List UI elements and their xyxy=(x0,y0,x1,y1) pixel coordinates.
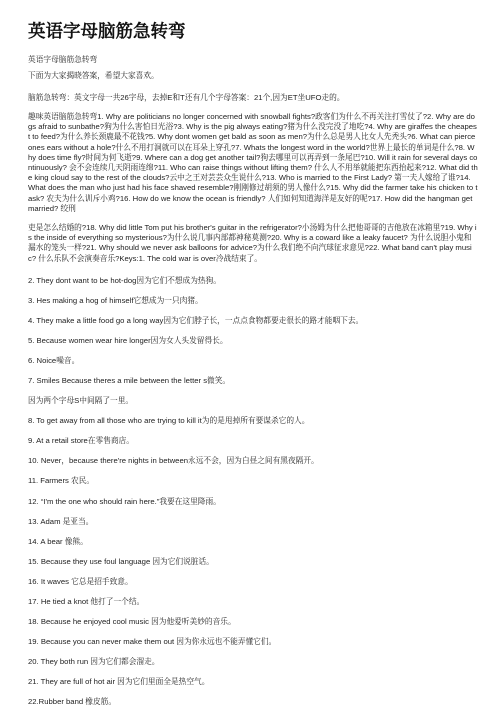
answer-item: 19. Because you can never make them out 因为你永远也不能弄懂它们。 xyxy=(28,636,277,646)
answer-item: 16. It waves 它总是招手致意。 xyxy=(28,576,133,586)
document-subtitle: 英语字母脑筋急转弯 xyxy=(28,55,98,64)
intro-text: 下面为大家揭晓答案，希望大家喜欢。 xyxy=(28,71,159,80)
page-title: 英语字母脑筋急转弯 xyxy=(28,21,186,41)
answer-item: 14. A bear 像熊。 xyxy=(28,536,88,546)
answer-item: 9. At a retail store在零售商店。 xyxy=(28,436,134,446)
riddle-text: 脑筋急转弯：英文字母一共26字母，去掉E和T还有几个字母答案：21个,因为ET坐UFO走的。 xyxy=(28,93,345,102)
answer-item: 7. Smiles Because theres a mile between the letter s微笑。 xyxy=(28,376,231,386)
answers-list xyxy=(28,271,478,712)
answer-item: 15. Because they use foul language 因为它们说脏话。 xyxy=(28,556,214,566)
answer-item: 11. Farmers 农民。 xyxy=(28,476,95,486)
answer-item: 17. He tied a knot 他打了一个结。 xyxy=(28,596,145,606)
answer-item: 10. Never，because there're nights in between永远不会，因为白昼之间有黑夜隔开。 xyxy=(28,456,319,466)
answer-item: 20. They both run 因为它们都会溜走。 xyxy=(28,656,160,666)
answer-item: 5. Because women wear hire longer因为女人头发留得长。 xyxy=(28,336,228,346)
answer-item: 3. Hes making a hog of himself它想成为一只肉猪。 xyxy=(28,296,203,306)
answer-item: 13. Adam 是亚当。 xyxy=(28,516,94,526)
questions-paragraph-2: 吏是怎么结婚的?18. Why did little Tom put his brother's guitar in the refrigerator?小汤姆为什么把他哥哥的吉他放在冰箱里?19. Why is the inside of everything so mysterious?为什么说几事内部都神秘莫测?20. Why is a coward like a leaky faucet? 为什么说胆小鬼和漏水的笼头一样?21. Why should we never ask balloons for advice?为什么我们绝不向汽球征求意见?22. What band can't play music? 什么乐队不会演奏音乐?Keys:1. The cold war is over冷战结束了。 xyxy=(28,223,477,263)
answer-item: 8. To get away from all those who are trying to kill it为的是甩掉所有要谋杀它的人。 xyxy=(28,416,310,426)
answer-item: 6. Noice噪音。 xyxy=(28,356,80,366)
answer-item: 因为两个字母S中间隔了一里。 xyxy=(28,396,134,406)
answer-item: 2. They dont want to be hot-dog因为它们不想成为热狗。 xyxy=(28,276,221,285)
answer-item: 21. They are full of hot air 因为它们里面全是热空气。 xyxy=(28,676,210,686)
answer-item: 4. They make a little food go a long way因为它们脖子长，一点点食物都要走很长的路才能咽下去。 xyxy=(28,316,364,326)
questions-paragraph-1: 趣味英语脑筋急转弯1. Why are politicians no longer concerned with snowball fights?政客们为什么不再关注打雪仗了?2. Why are dogs afraid to sunbathe?狗为什么害怕日光浴?3. Why is the pig always eating?猪为什么没完没了地吃?4. Why are giraffes the cheapest to feed?为什么养长颈鹿最不花钱?5. Why dont women get bald as soon as men?为什么总是男人比女人先秃头?6. What can pierce ones ears without a hole?什么不用打洞就可以在耳朵上穿孔?7. Whats the longest word in the world?世界上最长的单词是什么?8. Why does time fly?时间为何飞逝?9. Where can a dog get another tail?狗去哪里可以再弄到一条尾巴?10. Will it rain for several days continuously? 会不会连续几天阴雨连绵?11. Who can raise things without lifting them? 什么人不用举就能把东西抬起来?12. What did the king cloud say to the rest of the clouds?云中之王对芸芸众生说什么?13. Who is married to the First Lady? 第一夫人嫁给了谁?14. What does the man who just had his face shaved resemble?刚刚修过胡须的男人像什么?15. Why did the farmer take his chicken to task? 农夫为什么训斥小鸡?16. How do we know the ocean is friendly? 人们如何知道海洋是友好的呢?17. How did the hangman get married? 绞刑 xyxy=(28,112,478,213)
answer-item: 22.Rubber band 橡皮筋。 xyxy=(28,696,117,706)
answer-item: 12. “I'm the one who should rain here.”我要在这里降雨。 xyxy=(28,496,221,506)
answer-item: 18. Because he enjoyed cool music 因为他爱听美妙的音乐。 xyxy=(28,616,236,626)
